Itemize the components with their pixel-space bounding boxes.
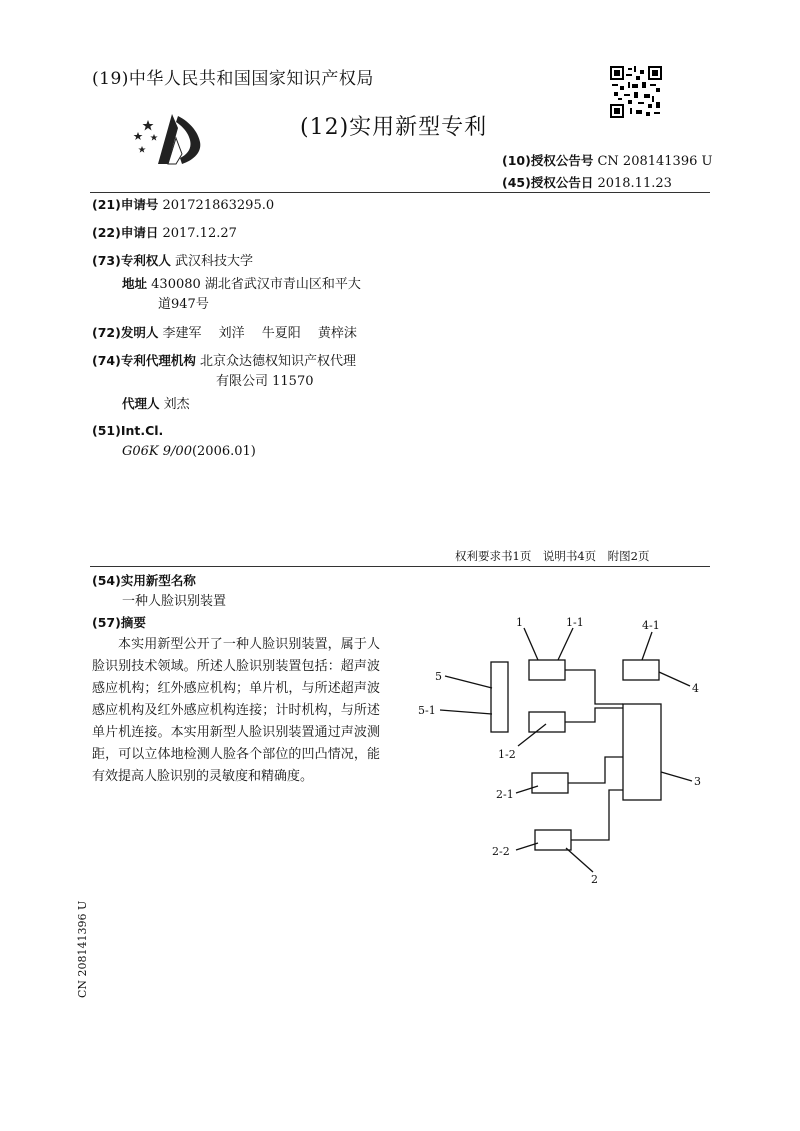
page-count: 权利要求书1页 说明书4页 附图2页 xyxy=(455,549,650,563)
application-date-value: 2017.12.27 xyxy=(162,226,237,241)
address xyxy=(122,275,361,294)
office-name: (19)中华人民共和国国家知识产权局 xyxy=(92,69,374,89)
conn-1-2-to-3 xyxy=(565,708,623,722)
box-1-2 xyxy=(529,712,565,732)
publication-date-value: 2018.11.23 xyxy=(597,176,672,191)
conn-2-1-to-3 xyxy=(568,757,623,783)
application-date xyxy=(92,224,237,243)
patentee xyxy=(92,252,253,271)
patentee-value: 武汉科技大学 xyxy=(174,254,253,269)
label-1-2: 1-2 xyxy=(498,748,516,761)
label-4: 4 xyxy=(692,682,699,695)
application-number xyxy=(92,196,274,215)
label-2-2: 2-2 xyxy=(492,845,510,858)
application-date-label: (22)申请日 xyxy=(92,225,159,240)
body-divider xyxy=(90,566,710,567)
patent-agency-label: (74)专利代理机构 xyxy=(92,353,196,368)
publication-number xyxy=(502,151,712,169)
box-3 xyxy=(623,704,661,800)
abstract-body xyxy=(92,634,380,788)
box-2-1 xyxy=(532,773,568,793)
utility-model-title: 一种人脸识别装置 xyxy=(122,594,227,609)
leader-1-2 xyxy=(518,724,546,746)
publication-date xyxy=(502,173,672,191)
abstract-label xyxy=(92,614,146,633)
application-number-value: 201721863295.0 xyxy=(162,198,275,213)
int-cl-code: G06K 9/00 xyxy=(122,444,192,459)
leader-4 xyxy=(659,672,690,686)
leader-5-1 xyxy=(440,710,492,714)
leader-4-1 xyxy=(642,632,652,660)
box-4-1 xyxy=(623,660,659,680)
box-2-2 xyxy=(535,830,571,850)
patent-agency-line-1: 北京众达德权知识产权代理 xyxy=(199,354,356,369)
inventors-label: (72)发明人 xyxy=(92,325,159,340)
block-diagram xyxy=(400,600,720,900)
document-type: (12)实用新型专利 xyxy=(300,115,488,140)
title-label-text: (54)实用新型名称 xyxy=(92,573,196,588)
label-3: 3 xyxy=(694,775,701,788)
publication-date-label: (45)授权公告日 xyxy=(502,175,594,190)
int-cl-code-row xyxy=(122,443,256,461)
abstract-text: 本实用新型公开了一种人脸识别装置，属于人脸识别技术领域。所述人脸识别装置包括：超声波感应机构；红外感应机构；单片机，与所述超声波感应机构及红外感应机构连接；计时机构，与所述单片机连接。本实用新型人脸识别装置通过声波测距，可以立体地检测人脸各个部位的凹凸情况，能有效提高人脸识别的灵敏度和精确度。 xyxy=(92,637,380,784)
leader-5 xyxy=(445,676,492,688)
patent-agency xyxy=(92,352,356,371)
label-2-1: 2-1 xyxy=(496,788,514,801)
patent-agency-line-2: 有限公司 11570 xyxy=(216,374,314,389)
application-number-label: (21)申请号 xyxy=(92,197,159,212)
leader-2-1 xyxy=(516,786,538,793)
header-divider xyxy=(90,192,710,193)
utility-model-name-label xyxy=(92,572,196,591)
address-line-1: 430080 湖北省武汉市青山区和平大 xyxy=(151,277,361,292)
address-line-2: 道947号 xyxy=(158,297,209,312)
conn-1-1-to-3 xyxy=(565,670,623,704)
box-5-1 xyxy=(491,662,508,732)
agent-label: 代理人 xyxy=(122,396,160,411)
label-2: 2 xyxy=(591,873,598,886)
label-1-1: 1-1 xyxy=(566,616,584,629)
publication-number-label: (10)授权公告号 xyxy=(502,153,594,168)
conn-2-2-to-3 xyxy=(571,790,623,840)
address-label: 地址 xyxy=(122,276,148,291)
abstract-label-text: (57)摘要 xyxy=(92,615,146,630)
inventors-value: 李建军 刘洋 牛夏阳 黄梓沫 xyxy=(162,326,357,341)
publication-number-value: CN 208141396 U xyxy=(597,154,713,169)
cnipa-logo xyxy=(128,108,208,166)
leader-1-1 xyxy=(558,628,573,660)
box-1-1 xyxy=(529,660,565,680)
label-5: 5 xyxy=(435,670,442,683)
leader-2 xyxy=(566,848,593,872)
qr-code xyxy=(610,66,662,118)
label-1: 1 xyxy=(516,616,523,629)
label-5-1: 5-1 xyxy=(418,704,436,717)
agent xyxy=(122,395,190,414)
label-4-1: 4-1 xyxy=(642,619,660,632)
inventors xyxy=(92,324,357,343)
int-cl-label: (51)Int.Cl. xyxy=(92,423,164,438)
agent-value: 刘杰 xyxy=(163,397,190,412)
leader-3 xyxy=(661,772,692,781)
leader-1 xyxy=(524,628,538,660)
patentee-label: (73)专利权人 xyxy=(92,253,171,268)
int-cl xyxy=(92,422,163,441)
side-publication-number: CN 208141396 U xyxy=(76,900,89,998)
int-cl-version: (2006.01) xyxy=(191,444,256,459)
